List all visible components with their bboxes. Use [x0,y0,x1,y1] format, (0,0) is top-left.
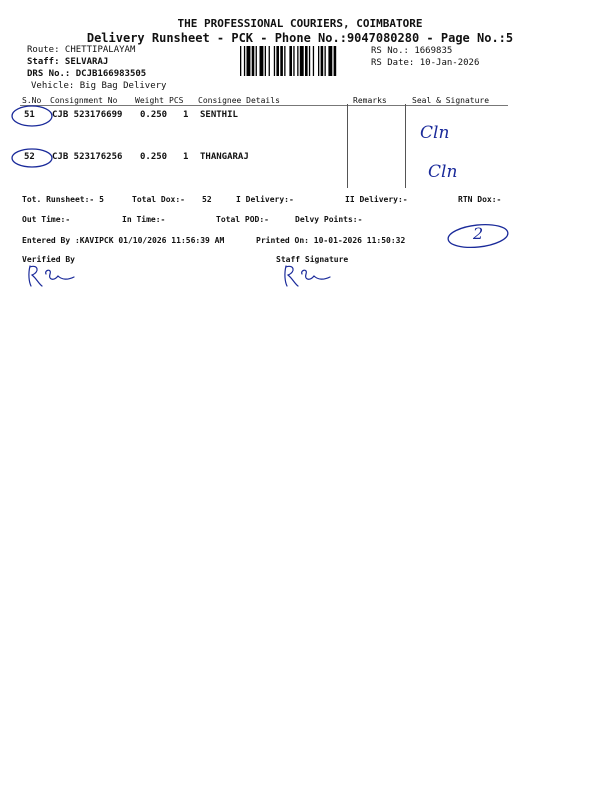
total-pod: Total POD:- [216,215,269,224]
row2-pcs: 1 [183,152,189,162]
delvy-points: Delvy Points:- [295,215,363,224]
company-title: THE PROFESSIONAL COURIERS, COIMBATORE [177,17,423,30]
total-dox-value: 52 [202,195,212,204]
row1-signature: Cln [420,123,450,143]
i-delivery: I Delivery:- [236,195,294,204]
handwritten-count: 2 [473,224,484,243]
verified-signature [24,262,78,288]
entered-by: Entered By :KAVIPCK 01/10/2026 11:56:39 AM [22,236,225,245]
tot-runsheet: Tot. Runsheet:- 5 [22,195,104,204]
row2-consignee: THANGARAJ [200,152,249,162]
in-time: In Time:- [122,215,166,224]
col-consignee: Consignee Details [198,96,280,105]
ii-delivery: II Delivery:- [345,195,408,204]
col-pcs: PCS [169,96,184,105]
rtn-dox: RTN Dox:- [458,195,502,204]
runsheet-title: Delivery Runsheet - PCK - Phone No.:9047080280 - Page No.:5 [86,31,514,45]
col-consignment: Consignment No [50,96,118,105]
header-rule [20,105,508,106]
col-remarks: Remarks [353,96,387,105]
rs-date: RS Date: 10-Jan-2026 [371,58,480,68]
printed-on: Printed On: 10-01-2026 11:50:32 [256,236,406,245]
row2-sno-circle [10,146,54,170]
row2-sno: 52 [24,152,35,162]
signature-divider [405,104,406,188]
remarks-divider [347,104,348,188]
row1-weight: 0.250 [140,110,168,120]
verified-by-label: Verified By [22,255,75,264]
col-sno: S.No [22,96,42,105]
row2-signature: Cln [428,162,458,182]
row1-consignee: SENTHIL [200,110,238,120]
row1-sno: 51 [24,110,35,120]
col-weight: Weight [135,96,164,105]
staff-signature-label: Staff Signature [276,255,349,264]
barcode [240,46,366,76]
row1-sno-circle [10,103,54,129]
col-seal-signature: Seal & Signature [412,96,490,105]
row1-consignment: CJB 523176699 [52,110,123,120]
drs-number: DRS No.: DCJB166983505 [27,69,147,79]
row1-pcs: 1 [183,110,189,120]
row2-consignment: CJB 523176256 [52,152,123,162]
total-dox-label: Total Dox:- [132,195,185,204]
route-text: Route: CHETTIPALAYAM [27,45,136,55]
out-time: Out Time:- [22,215,71,224]
staff-signature [280,262,334,288]
staff-text: Staff: SELVARAJ [27,57,109,67]
rs-number: RS No.: 1669835 [371,46,453,56]
row2-weight: 0.250 [140,152,168,162]
vehicle-text: Vehicle: Big Bag Delivery [31,81,167,91]
